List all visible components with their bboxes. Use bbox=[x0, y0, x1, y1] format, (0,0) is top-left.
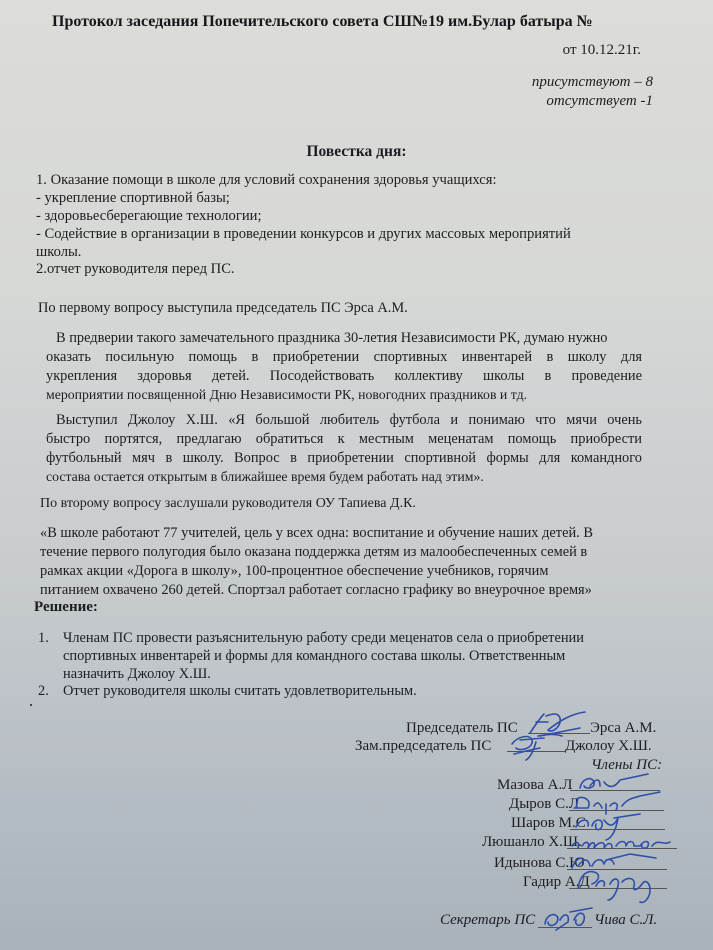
member-name: Дыров С.Л bbox=[509, 796, 580, 812]
members-title: Члены ПС: bbox=[591, 757, 663, 773]
member-signature bbox=[572, 842, 670, 849]
agenda-line: - укрепление спортивной базы; bbox=[36, 190, 230, 206]
member-signature bbox=[576, 814, 640, 840]
decision-item-line: назначить Джолоу Х.Ш. bbox=[63, 666, 211, 682]
member-signature bbox=[580, 774, 648, 788]
vice-chair-signature bbox=[512, 735, 562, 761]
djolou-speech-line: состава остается открытым в ближайшее время будем работать над этим». bbox=[46, 469, 484, 484]
decision-item-number: 2. bbox=[38, 683, 49, 699]
vice-chair-name: Джолоу Х.Ш. bbox=[565, 738, 652, 754]
chair-speech-line: В предверии такого замечательного праздника 30-летия Независимости РК, думаю нужно bbox=[56, 330, 608, 346]
director-speech-line: течение первого полугодия было оказана поддержка детям из малообеспеченных семей в bbox=[40, 544, 588, 560]
absent-count: отсутствует -1 bbox=[546, 93, 653, 109]
chair-name: Эрса А.М. bbox=[590, 720, 657, 736]
member-name: Люшанло Х.Ш. bbox=[482, 834, 582, 850]
document-title: Протокол заседания Попечительского совета СШ№19 им.Булар батыра № bbox=[52, 13, 593, 30]
decision-item-number: 1. bbox=[38, 630, 49, 646]
director-speech-line: питанием охвачено 260 детей. Спортзал работает согласно графику во внеурочное время» bbox=[40, 582, 592, 598]
member-name: Идынова С.Ю bbox=[494, 855, 585, 871]
chair-speech-line: мероприятии посвященной Дню Независимости РК, новогодних праздников и тд. bbox=[46, 387, 528, 402]
chair-role: Председатель ПС bbox=[406, 720, 518, 736]
agenda-line: 2.отчет руководителя перед ПС. bbox=[36, 261, 235, 277]
djolou-speech-line: быстро портятся, предлагаю обратиться к местным меценатам помощь приобрести bbox=[46, 431, 642, 447]
agenda-line: школы. bbox=[36, 244, 82, 260]
member-signature bbox=[572, 854, 656, 868]
director-speech-line: «В школе работают 77 учителей, цель у всех одна: воспитание и обучение наших детей. В bbox=[40, 525, 593, 541]
chair-signature bbox=[530, 712, 585, 736]
member-name: Мазова А.Л bbox=[497, 777, 573, 793]
director-speech-line: рамках акции «Дорога в школу», 100-процентное обеспечение учебников, горячим bbox=[40, 563, 549, 579]
agenda-line: - здоровьесберегающие технологии; bbox=[36, 208, 262, 224]
vice-chair-role: Зам.председатель ПС bbox=[355, 738, 492, 754]
decision-item-line: Членам ПС провести разъяснительную работу среди меценатов села о приобретении bbox=[63, 630, 584, 646]
agenda-title: Повестка дня: bbox=[306, 143, 407, 160]
document-date: от 10.12.21г. bbox=[562, 42, 641, 58]
djolou-speech-line: Выступил Джолоу Х.Ш. «Я большой любитель футбола и понимаю что мячи очень bbox=[56, 412, 642, 428]
secretary-role: Секретарь ПС bbox=[440, 912, 536, 928]
member-signature bbox=[578, 872, 650, 903]
first-question: По первому вопросу выступила председатель ПС Эрса А.М. bbox=[38, 300, 408, 316]
secretary-name: Чива С.Л. bbox=[594, 912, 658, 928]
decision-item-line: спортивных инвентарей и формы для командного состава школы. Ответственным bbox=[63, 648, 566, 664]
agenda-line: - Содействие в организации в проведении конкурсов и других массовых мероприятий bbox=[36, 226, 571, 242]
djolou-speech-line: футбольный мяч в школу. Вопрос в приобретении спортивной формы для командного bbox=[46, 450, 642, 466]
present-count: присутствуют – 8 bbox=[531, 74, 653, 90]
member-name: Шаров М.С bbox=[511, 815, 586, 831]
decision-title: Решение: bbox=[34, 599, 98, 615]
decision-item-line: Отчет руководителя школы считать удовлетворительным. bbox=[63, 683, 417, 699]
member-signature bbox=[574, 792, 660, 814]
agenda-line: 1. Оказание помощи в школе для условий сохранения здоровья учащихся: bbox=[36, 172, 497, 188]
second-question: По второму вопросу заслушали руководителя ОУ Тапиева Д.К. bbox=[40, 496, 416, 511]
chair-speech-line: оказать посильную помощь в приобретении спортивных инвентарей в школу для bbox=[46, 349, 642, 365]
member-name: Гадир А.Д bbox=[523, 874, 590, 890]
chair-speech-line: укрепления здоровья детей. Посодействовать коллективу школы в проведение bbox=[46, 368, 642, 384]
secretary-signature bbox=[545, 908, 592, 930]
